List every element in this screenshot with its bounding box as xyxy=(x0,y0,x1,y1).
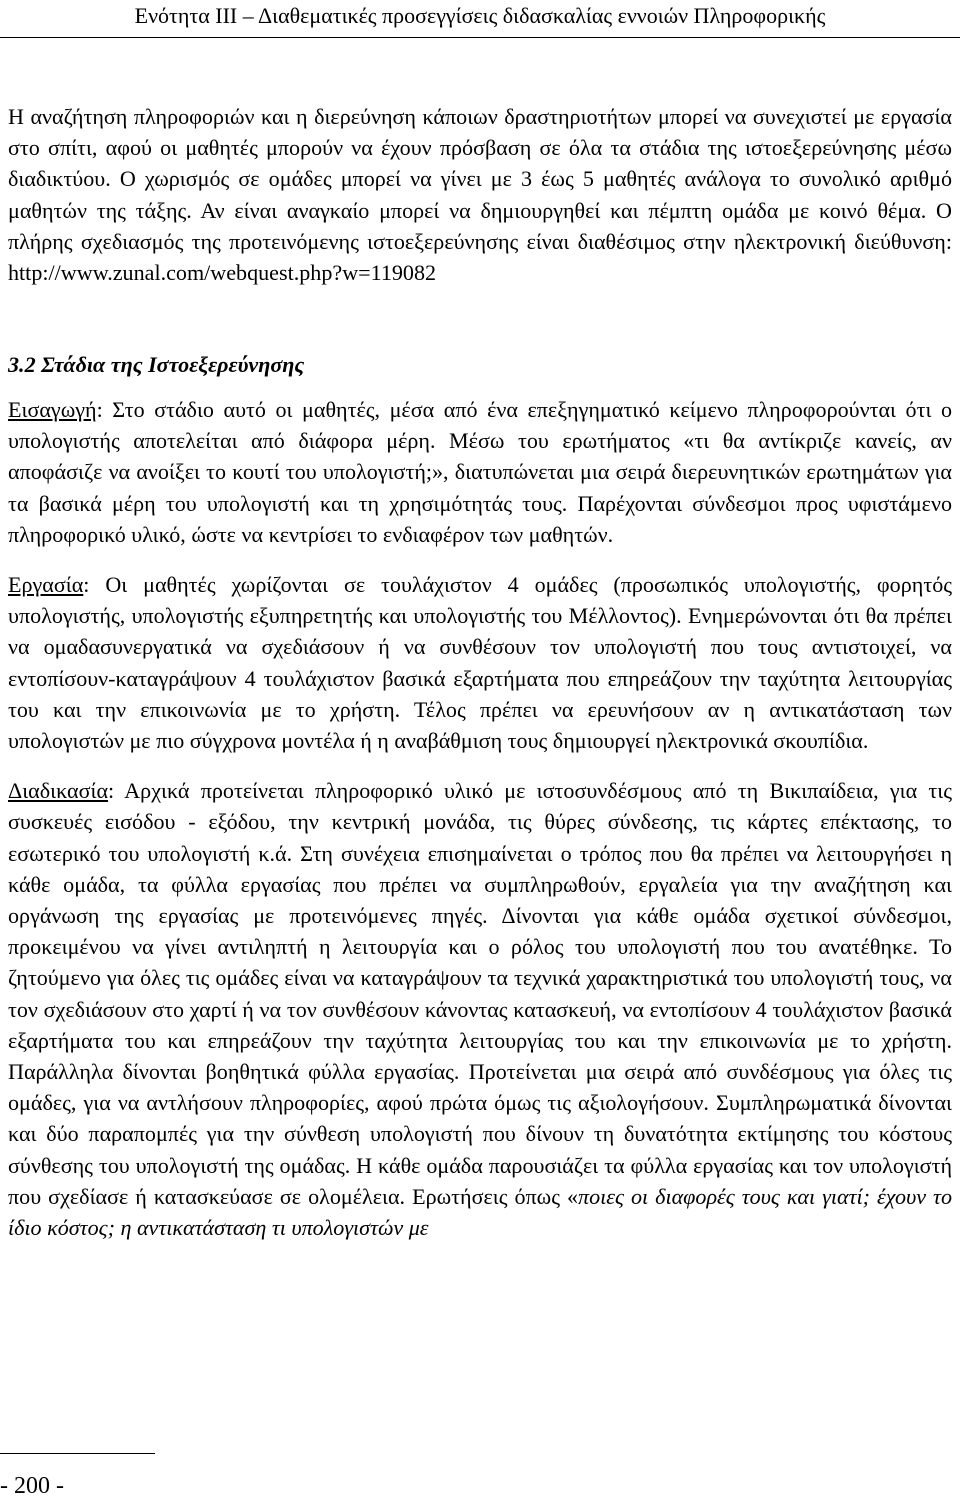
introduction-label: Εισαγωγή xyxy=(8,397,97,422)
process-paragraph xyxy=(8,775,952,1243)
intro-paragraph: Η αναζήτηση πληροφοριών και η διερεύνηση κάποιων δραστηριοτήτων μπορεί να συνεχιστεί με εργασία στο σπίτι, αφού οι μαθητές μπορούν να έχουν πρόσβαση σε όλα τα στάδια της ιστοεξερεύνησης μέσω διαδικτύου. Ο χωρισμός σε ομάδες μπορεί να γίνει με 3 έως 5 μαθητές ανάλογα το συνολικό αριθμό μαθητών της τάξης. Αν είναι αναγκαίο μπορεί να δημιουργηθεί και πέμπτη ομάδα με κοινό θέμα. Ο πλήρης σχεδιασμός της προτεινόμενης ιστοεξερεύνησης είναι διαθέσιμος στην ηλεκτρονική διεύθυνση: http://www.zunal.com/webquest.php?w=119082 xyxy=(8,104,952,286)
process-italic-text: ποιες οι διαφορές τους και γιατί; έχουν το ίδιο κόστος; η αντικατάσταση τι υπολογιστών με xyxy=(8,1183,952,1241)
process-text: : Αρχικά προτείνεται πληροφορικό υλικό με ιστοσυνδέσμους από τη Βικιπαίδεια, για τις συσκευές εισόδου - εξόδου, την κεντρική μονάδα, τις θύρες σύνδεσης, τις κάρτες επέκτασης, το εσωτερικό του υπολογιστή κ.ά. Στη συνέχεια επισημαίνεται ο τρόπος που θα πρέπει να λειτουργήσει η κάθε ομάδα, τα φύλλα εργασίας που πρέπει να συμπληρωθούν, εργαλεία για την αναζήτηση και οργάνωση της εργασίας με προτεινόμενες πηγές. Δίνονται για κάθε ομάδα σχετικοί σύνδεσμοι, προκειμένου να γίνει αντιληπτή η λειτουργία και ο ρόλος του υπολογιστή που του ανατέθηκε. Το ζητούμενο για όλες τις ομάδες είναι να καταγράψουν τα τεχνικά χαρακτηριστικά του υπολογιστή τους, να τον σχεδιάσουν στο χαρτί ή να τον συνθέσουν κάνοντας κατασκευή, να εντοπίσουν 4 τουλάχιστον βασικά εξαρτήματα του και επηρεάζουν την ταχύτητα λειτουργίας του και την επικοινωνία με το χρήστη. Παράλληλα δίνονται βοηθητικά φύλλα εργασίας. Προτείνεται μια σειρά από συνδέσμους για όλες τις ομάδες, για να αντλήσουν πληροφορίες, αφού πρώτα όμως τις αξιολογήσουν. Συμπληρωματικά δίνονται και δύο παραπομπές για την σύνθεση υπολογιστή που δίνουν τη δυνατότητα εκτίμησης του κόστους σύνθεσης του υπολογιστή της ομάδας. Η κάθε ομάδα παρουσιάζει τα φύλλα εργασίας και τον υπολογιστή που σχεδίασε ή κατασκεύασε σε ολομέλεια. Ερωτήσεις όπως « xyxy=(8,778,952,1209)
task-paragraph xyxy=(8,569,952,756)
running-header xyxy=(0,0,960,38)
introduction-text: : Στο στάδιο αυτό οι μαθητές, μέσα από ένα επεξηγηματικό κείμενο πληροφορούνται ότι ο υπολογιστής αποτελείται από διάφορα μέρη. Μέσω του ερωτήματος «τι θα αντίκριζε κανείς, αν αποφάσιζε να ανοίξει το κουτί του υπολογιστή;», διατυπώνεται μια σειρά διερευνητικών ερωτημάτων για τα βασικά μέρη του υπολογιστή και τη χρησιμότητάς τους. Παρέχονται σύνδεσμοι προς υφιστάμενο πληροφορικό υλικό, ώστε να κεντρίσει το ενδιαφέρον των μαθητών. xyxy=(8,397,952,547)
page-number: - 200 - xyxy=(0,1473,64,1499)
document-body xyxy=(8,101,952,1243)
running-title: Ενότητα ΙΙΙ – Διαθεματικές προσεγγίσεις διδασκαλίας εννοιών Πληροφορικής xyxy=(134,3,826,28)
task-label: Εργασία xyxy=(8,572,84,598)
footer-divider xyxy=(0,1453,155,1454)
section-heading: 3.2 Στάδια της Ιστοεξερεύνησης xyxy=(8,352,305,377)
process-label: Διαδικασία xyxy=(8,778,109,804)
introduction-paragraph xyxy=(8,394,952,550)
task-text: : Οι μαθητές χωρίζονται σε τουλάχιστον 4 ομάδες (προσωπικός υπολογιστής, φορητός υπολογιστής, υπολογιστής εξυπηρετητής και υπολογιστής του Μέλλοντος). Ενημερώνονται ότι θα πρέπει να ομαδασυνεργατικά να σχεδιάσουν ή να συνθέσουν τον υπολογιστή που τους αντιστοιχεί, να εντοπίσουν-καταγράψουν 4 τουλάχιστον βασικά εξαρτήματα που επηρεάζουν την ταχύτητα λειτουργίας του και την επικοινωνία με το χρήστη. Τέλος πρέπει να ερευνήσουν αν η αντικατάσταση των υπολογιστών με πιο σύγχρονα μοντέλα ή η αναβάθμιση τους δημιουργεί ηλεκτρονικά σκουπίδια. xyxy=(8,572,952,754)
